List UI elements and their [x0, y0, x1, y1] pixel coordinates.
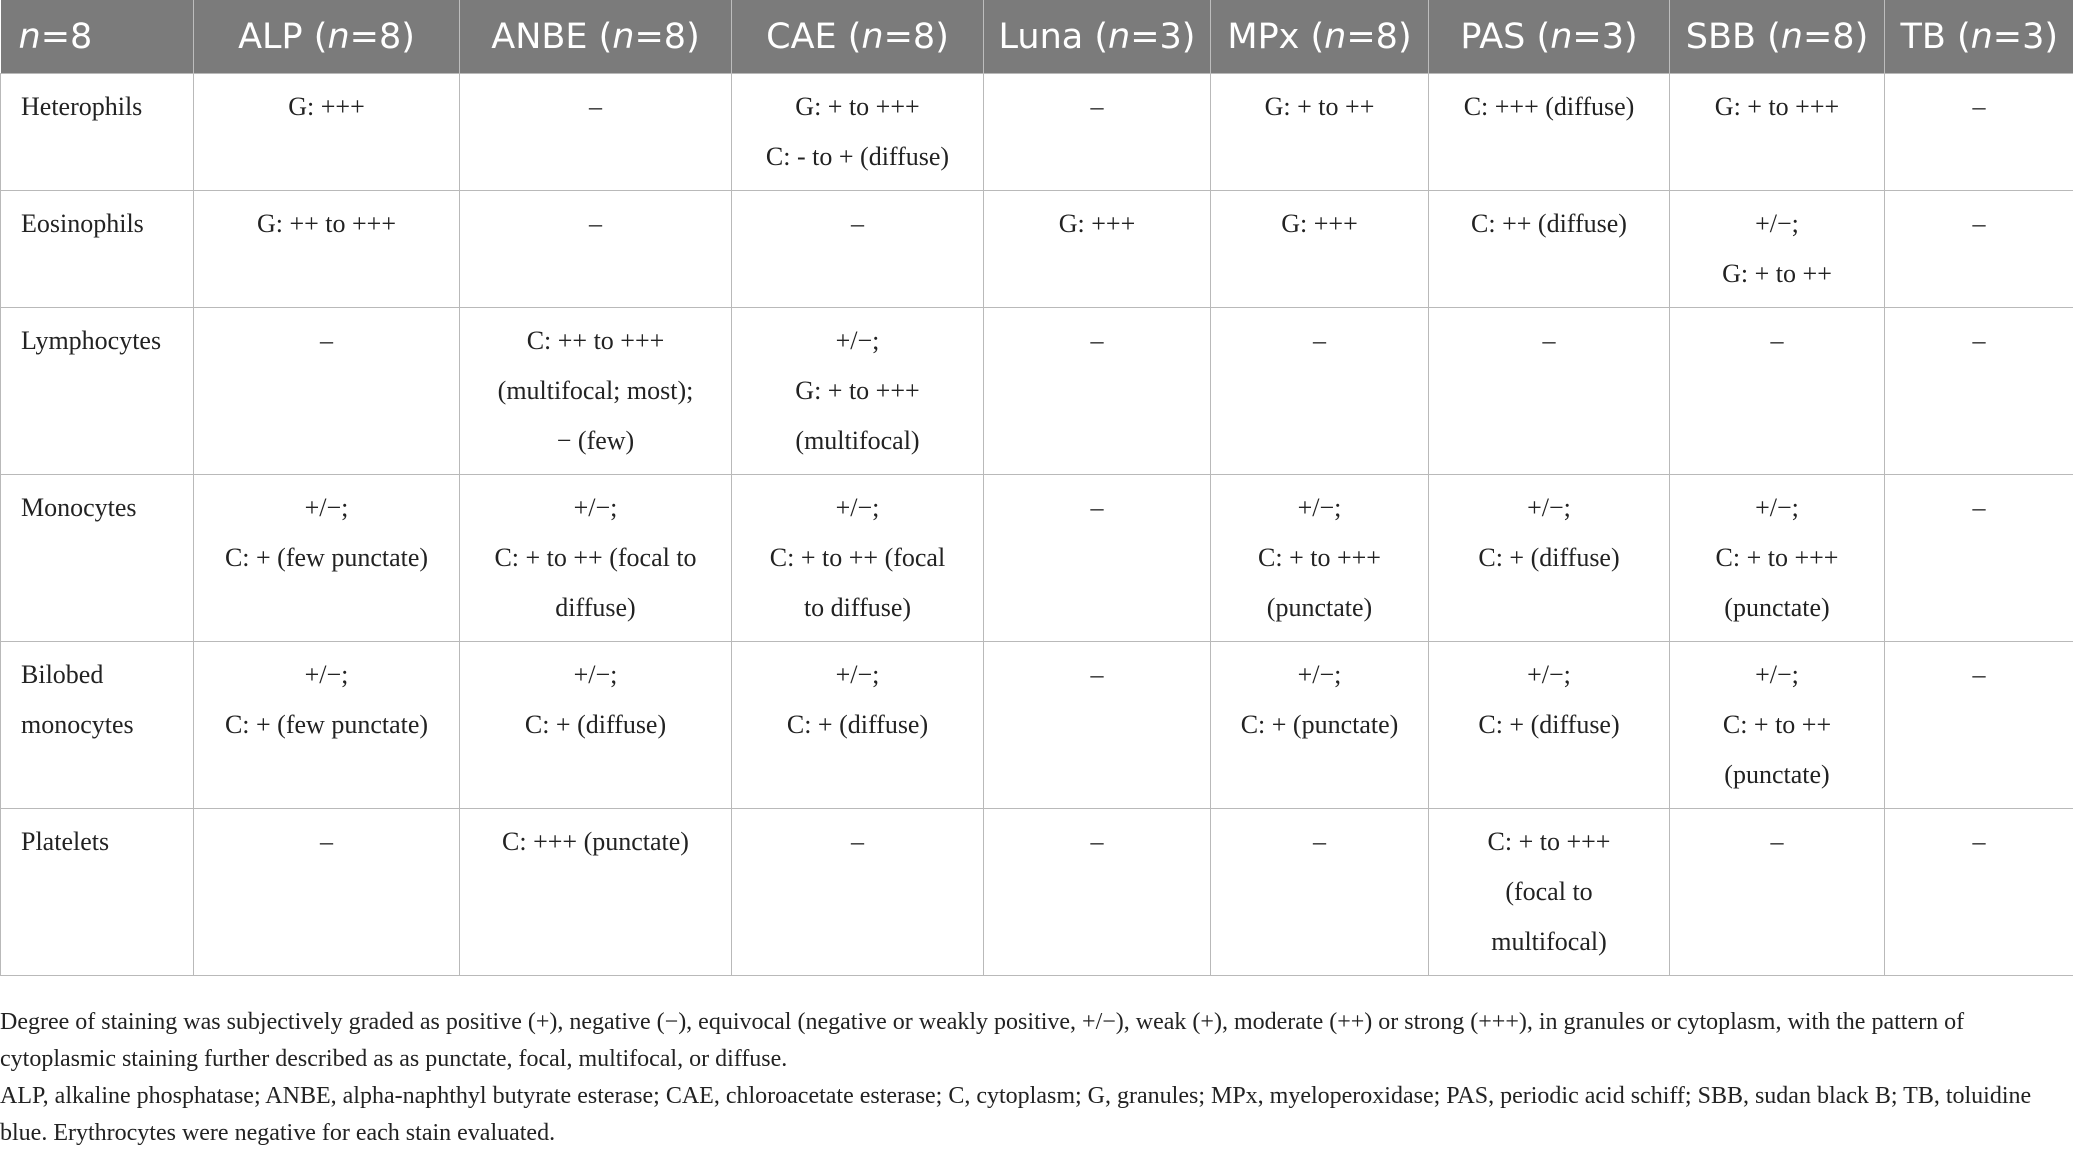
table-cell: [732, 809, 984, 976]
cell-text-line: –: [1090, 92, 1104, 121]
row-label-line: Lymphocytes: [21, 326, 162, 355]
cell-text-line: (focal to: [1505, 877, 1593, 906]
cell-text-line: G: + to ++: [1264, 92, 1375, 121]
cell-text-line: +/−;: [835, 660, 880, 689]
cell-text-line: C: + to ++ (focal: [769, 543, 946, 572]
cell-text-line: C: + to ++: [1722, 710, 1832, 739]
cell-text-line: +/−;: [1527, 493, 1571, 522]
row-label-line: Heterophils: [21, 92, 143, 121]
cell-text-line: –: [1090, 827, 1104, 856]
column-header: TB (n=3): [1885, 0, 2073, 74]
table-cell: [194, 74, 460, 191]
cell-text-line: +/−;: [835, 326, 880, 355]
table-cell: [460, 191, 732, 308]
cell-text-line: C: ++ (diffuse): [1471, 209, 1627, 238]
table-cell: [1670, 809, 1885, 976]
table-cell: [984, 191, 1211, 308]
cell-text-line: –: [1090, 326, 1104, 355]
column-header: MPx (n=8): [1211, 0, 1429, 74]
table-body: [1, 74, 2073, 976]
cell-text-line: diffuse): [555, 593, 636, 622]
footnote-grading: Degree of staining was subjectively graded as positive (+), negative (−), equivocal (negative or weakly positive, +/−), weak (+), moderate (++) or strong (+++), in granules or cytoplasm, with the pattern of cytoplasmic staining further described as as punctate, focal, multifocal, or diffuse.: [0, 1009, 1965, 1072]
cell-text-line: –: [1770, 326, 1784, 355]
cell-text-line: +/−;: [1297, 493, 1342, 522]
cell-text-line: –: [1770, 827, 1784, 856]
table-cell: [460, 475, 732, 642]
cell-text-line: –: [1972, 827, 1986, 856]
table-footnote: [0, 1004, 2060, 1152]
table-cell: [732, 642, 984, 809]
table-cell: [460, 809, 732, 976]
cell-text-line: G: +++: [1281, 209, 1358, 238]
cell-text-line: C: + to +++: [1258, 543, 1381, 572]
row-label-cell: [1, 809, 194, 976]
column-header: PAS (n=3): [1429, 0, 1670, 74]
table-cell: [984, 74, 1211, 191]
cell-text-line: G: + to +++: [795, 92, 920, 121]
row-label-cell: [1, 74, 194, 191]
table-cell: [1211, 308, 1429, 475]
table-cell: [732, 74, 984, 191]
table-row: [1, 74, 2073, 191]
cell-text-line: (punctate): [1724, 593, 1830, 622]
cell-text-line: C: ++ to +++: [526, 326, 665, 355]
row-label-line: Bilobed: [21, 660, 104, 689]
row-label-line: Platelets: [21, 827, 110, 856]
table-cell: [984, 809, 1211, 976]
row-label-cell: [1, 191, 194, 308]
row-label-line: Monocytes: [21, 493, 137, 522]
table-cell: [1211, 642, 1429, 809]
cell-text-line: C: + (diffuse): [1478, 710, 1620, 739]
cell-text-line: C: +++ (punctate): [502, 827, 689, 856]
cell-text-line: +/−;: [304, 493, 349, 522]
column-header: n=8: [1, 0, 194, 74]
row-label-cell: [1, 475, 194, 642]
table-cell: [1211, 191, 1429, 308]
cell-text-line: multifocal): [1491, 927, 1607, 956]
column-header: SBB (n=8): [1670, 0, 1885, 74]
cell-text-line: (punctate): [1724, 760, 1830, 789]
cell-text-line: +/−;: [573, 493, 618, 522]
table-cell: [460, 308, 732, 475]
table-cell: [1211, 475, 1429, 642]
cell-text-line: − (few): [556, 426, 635, 455]
cell-text-line: +/−;: [835, 493, 880, 522]
cell-text-line: –: [1090, 493, 1104, 522]
table-cell: [194, 308, 460, 475]
table-cell: [194, 809, 460, 976]
table-cell: [1885, 308, 2073, 475]
cell-text-line: –: [1972, 660, 1986, 689]
table-cell: [1885, 191, 2073, 308]
cell-text-line: +/−;: [1755, 493, 1799, 522]
table-cell: [1670, 475, 1885, 642]
row-label-line: Eosinophils: [21, 209, 144, 238]
cell-text-line: –: [320, 827, 333, 856]
table-cell: [1885, 642, 2073, 809]
table-cell: [1885, 475, 2073, 642]
table-cell: [1429, 191, 1670, 308]
cell-text-line: C: + (few punctate): [224, 543, 429, 572]
cell-text-line: –: [851, 827, 864, 856]
table-cell: [1429, 308, 1670, 475]
table-cell: [984, 642, 1211, 809]
table-row: [1, 475, 2073, 642]
cell-text-line: C: +++ (diffuse): [1463, 92, 1635, 121]
table-cell: [1670, 74, 1885, 191]
row-label-cell: [1, 308, 194, 475]
table-row: [1, 642, 2073, 809]
cell-text-line: –: [589, 92, 602, 121]
table-cell: [194, 191, 460, 308]
cell-text-line: –: [1972, 493, 1986, 522]
cell-text-line: C: + (few punctate): [224, 710, 429, 739]
table-row: [1, 308, 2073, 475]
table-cell: [194, 642, 460, 809]
cell-text-line: +/−;: [573, 660, 618, 689]
cell-text-line: (punctate): [1266, 593, 1373, 622]
cell-text-line: C: + (punctate): [1240, 710, 1399, 739]
cell-text-line: –: [1313, 326, 1326, 355]
cell-text-line: G: + to +++: [795, 376, 920, 405]
cell-text-line: –: [320, 326, 333, 355]
row-label-line: monocytes: [21, 710, 134, 739]
cell-text-line: +/−;: [1527, 660, 1571, 689]
cell-text-line: +/−;: [1755, 660, 1799, 689]
table-cell: [460, 642, 732, 809]
cell-text-line: C: + to +++: [1487, 827, 1611, 856]
cell-text-line: C: + (diffuse): [1478, 543, 1620, 572]
table-cell: [732, 308, 984, 475]
row-label-cell: [1, 642, 194, 809]
table-cell: [1670, 308, 1885, 475]
cell-text-line: (multifocal): [795, 426, 920, 455]
cell-text-line: C: + (diffuse): [786, 710, 929, 739]
table-cell: [1429, 74, 1670, 191]
table-cell: [1211, 74, 1429, 191]
table-row: [1, 191, 2073, 308]
column-header: CAE (n=8): [732, 0, 984, 74]
table-cell: [1429, 642, 1670, 809]
cell-text-line: G: + to +++: [1714, 92, 1840, 121]
column-header: ANBE (n=8): [460, 0, 732, 74]
cell-text-line: to diffuse): [803, 593, 912, 622]
cell-text-line: C: - to + (diffuse): [765, 142, 950, 171]
table-cell: [1885, 809, 2073, 976]
cell-text-line: +/−;: [1297, 660, 1342, 689]
table-cell: [1211, 809, 1429, 976]
table-cell: [1670, 191, 1885, 308]
cell-text-line: G: +++: [1058, 209, 1136, 238]
table-cell: [984, 475, 1211, 642]
cell-text-line: C: + to ++ (focal to: [494, 543, 697, 572]
table-cell: [1670, 642, 1885, 809]
footnote-abbreviations: ALP, alkaline phosphatase; ANBE, alpha-naphthyl butyrate esterase; CAE, chloroacetate esterase; C, cytoplasm; G, granules; MPx, myeloperoxidase; PAS, periodic acid schiff; SBB, sudan black B; TB, toluidine blue. Erythrocytes were negative for each stain evaluated.: [0, 1083, 2032, 1146]
cell-text-line: C: + (diffuse): [524, 710, 667, 739]
cell-text-line: G: +++: [288, 92, 365, 121]
cell-text-line: –: [1313, 827, 1326, 856]
cell-text-line: –: [851, 209, 864, 238]
cell-text-line: –: [589, 209, 602, 238]
cell-text-line: –: [1090, 660, 1104, 689]
cell-text-line: (multifocal; most);: [497, 376, 694, 405]
cell-text-line: +/−;: [1755, 209, 1799, 238]
column-header: Luna (n=3): [984, 0, 1211, 74]
cell-text-line: –: [1972, 209, 1986, 238]
cell-text-line: –: [1972, 92, 1986, 121]
cell-text-line: –: [1972, 326, 1986, 355]
column-header: ALP (n=8): [194, 0, 460, 74]
table-header-row: [1, 0, 2073, 74]
table-cell: [732, 191, 984, 308]
cell-text-line: G: + to ++: [1722, 259, 1832, 288]
table-cell: [984, 308, 1211, 475]
table-cell: [732, 475, 984, 642]
table-cell: [194, 475, 460, 642]
table-cell: [460, 74, 732, 191]
cell-text-line: +/−;: [304, 660, 349, 689]
table-cell: [1885, 74, 2073, 191]
table-cell: [1429, 475, 1670, 642]
cell-text-line: –: [1542, 326, 1556, 355]
cell-text-line: G: ++ to +++: [256, 209, 397, 238]
table-cell: [1429, 809, 1670, 976]
table-row: [1, 809, 2073, 976]
cell-text-line: C: + to +++: [1715, 543, 1839, 572]
